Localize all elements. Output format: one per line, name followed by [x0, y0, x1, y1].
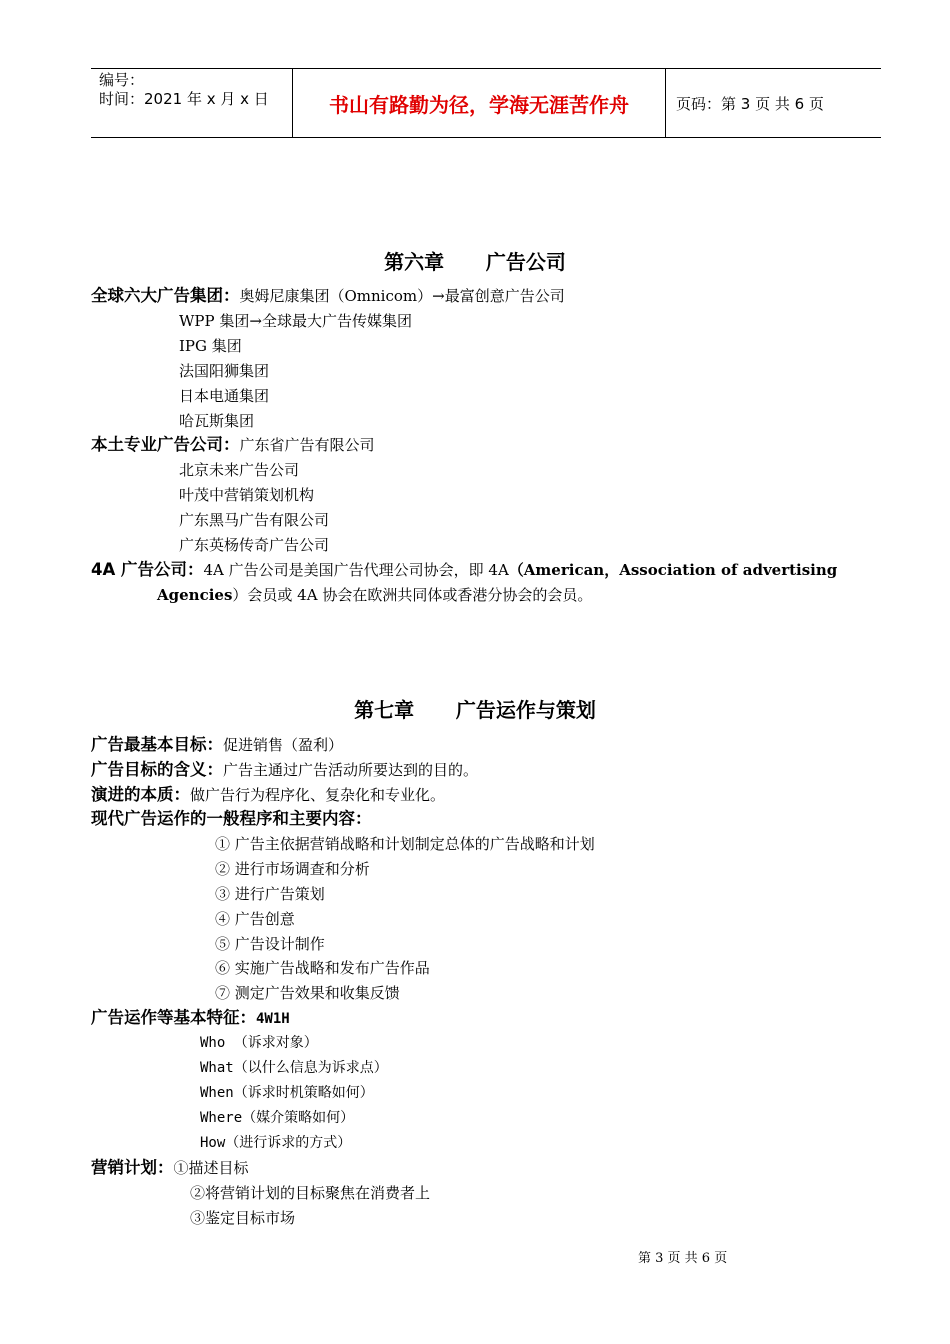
marketing-item: ③鉴定目标市场 — [190, 1209, 296, 1227]
header-page-info: 页码：第 3 页 共 6 页 — [676, 94, 824, 113]
goal-line — [91, 735, 343, 755]
local-company-item: 北京未来广告公司 — [179, 461, 300, 479]
global-groups-line — [91, 286, 565, 306]
global-group-item: 法国阳狮集团 — [179, 362, 270, 380]
essence-label: 演进的本质： — [91, 785, 190, 804]
header-divider — [665, 69, 666, 137]
local-companies-label: 本土专业广告公司： — [91, 435, 240, 454]
four-a-line-2 — [157, 585, 592, 605]
global-group-item: WPP 集团→全球最大广告传媒集团 — [179, 312, 412, 330]
local-companies-line — [91, 435, 375, 455]
goal-label: 广告最基本目标： — [91, 735, 223, 754]
global-groups-label: 全球六大广告集团： — [91, 286, 240, 305]
procedure-line — [91, 809, 372, 829]
local-company-item: 广东英杨传奇广告公司 — [179, 536, 330, 554]
feature-item: When（诉求时机策略如何） — [200, 1085, 374, 1101]
procedure-step: ⑤ 广告设计制作 — [215, 935, 325, 953]
global-group-item: 哈瓦斯集团 — [179, 412, 255, 430]
features-code: 4W1H — [256, 1011, 290, 1027]
header-motto: 书山有路勤为径，学海无涯苦作舟 — [329, 92, 629, 117]
procedure-step: ③ 进行广告策划 — [215, 885, 325, 903]
global-group-item: IPG 集团 — [179, 337, 242, 355]
four-a-label: 4A 广告公司： — [91, 560, 204, 579]
local-company-item: 广东省广告有限公司 — [239, 436, 375, 454]
time-label: 时间：2021 年 x 月 x 日 — [99, 90, 269, 108]
global-group-item: 日本电通集团 — [179, 387, 270, 405]
feature-item: Who （诉求对象） — [200, 1035, 318, 1051]
four-a-line — [91, 560, 837, 580]
number-label: 编号： — [99, 71, 145, 89]
marketing-item: ①描述目标 — [173, 1159, 249, 1177]
features-label: 广告运作等基本特征： — [91, 1008, 256, 1027]
essence-text: 做广告行为程序化、复杂化和专业化。 — [190, 786, 446, 804]
four-a-bold: Agencies — [157, 586, 233, 604]
feature-item: How（进行诉求的方式） — [200, 1135, 352, 1151]
page-footer: 第 3 页 共 6 页 — [638, 1251, 728, 1266]
features-line — [91, 1008, 290, 1029]
meaning-label: 广告目标的含义： — [91, 760, 223, 779]
marketing-label: 营销计划： — [91, 1158, 174, 1177]
meaning-text: 广告主通过广告活动所要达到的目的。 — [223, 761, 479, 779]
procedure-step: ② 进行市场调查和分析 — [215, 860, 370, 878]
procedure-step: ① 广告主依据营销战略和计划制定总体的广告战略和计划 — [215, 835, 595, 853]
global-group-item: 奥姆尼康集团（Omnicom）→最富创意广告公司 — [239, 287, 565, 305]
feature-item: Where（媒介策略如何） — [200, 1110, 355, 1126]
procedure-label: 现代广告运作的一般程序和主要内容： — [91, 809, 372, 828]
procedure-step: ④ 广告创意 — [215, 910, 295, 928]
four-a-text: 4A 广告公司是美国广告代理公司协会，即 4A — [203, 561, 509, 579]
procedure-step: ⑥ 实施广告战略和发布广告作品 — [215, 959, 430, 977]
chapter-7-title: 第七章 广告运作与策划 — [354, 698, 596, 722]
marketing-item: ②将营销计划的目标聚焦在消费者上 — [190, 1184, 431, 1202]
header-meta — [99, 71, 269, 109]
feature-item: What（以什么信息为诉求点） — [200, 1060, 388, 1076]
local-company-item: 广东黑马广告有限公司 — [179, 511, 330, 529]
local-company-item: 叶茂中营销策划机构 — [179, 486, 315, 504]
procedure-step: ⑦ 测定广告效果和收集反馈 — [215, 984, 400, 1002]
goal-text: 促进销售（盈利） — [223, 736, 344, 754]
four-a-text: ）会员或 4A 协会在欧洲共同体或香港分协会的会员。 — [232, 586, 593, 604]
chapter-6-title: 第六章 广告公司 — [384, 250, 566, 274]
essence-line — [91, 785, 445, 805]
meaning-line — [91, 760, 478, 780]
marketing-line — [91, 1158, 249, 1178]
four-a-bold: （American，Association of advertising — [508, 561, 838, 579]
page-header — [91, 68, 881, 138]
